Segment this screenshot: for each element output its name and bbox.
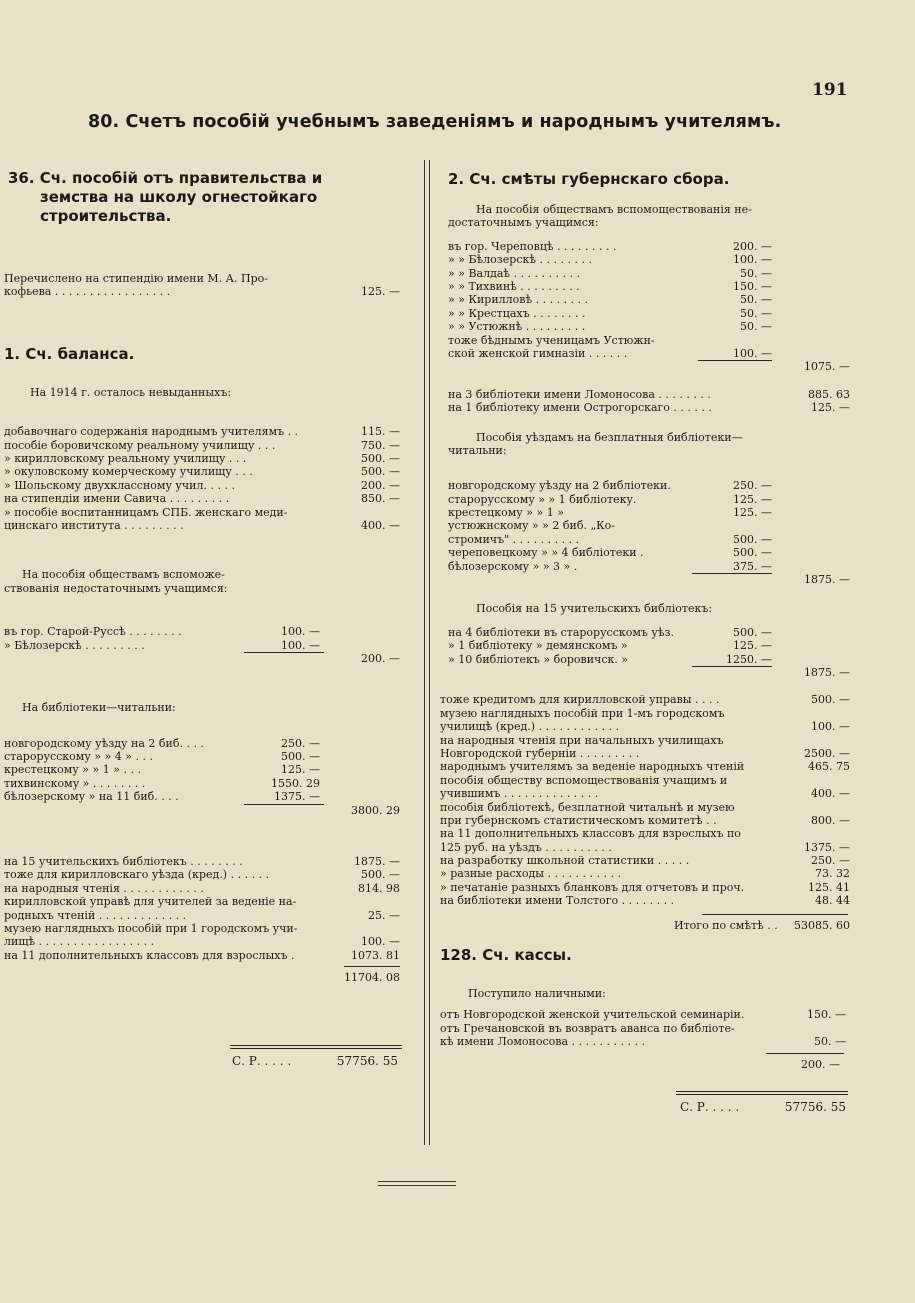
line-text: » пособіе воспитанницамъ СПБ. женскаго меди- [4, 505, 288, 519]
page-title: 80. Счетъ пособій учебнымъ заведеніямъ и народнымъ учителямъ. [88, 112, 782, 132]
line-total: 885. 63 [808, 387, 850, 401]
ledger-line [440, 666, 850, 679]
line-amount: 1550. 29 [271, 776, 320, 790]
line-amount: 814. 98 [358, 881, 400, 895]
line-text: училищѣ (кред.) . . . . . . . . . . . . [440, 720, 619, 734]
ledger-line [0, 790, 418, 803]
line-amount: 50. — [740, 266, 772, 280]
line-text: на народныя чтенія при начальныхъ училищахъ [440, 733, 724, 747]
line-text: » кирилловскому реальному училищу . . . [4, 451, 247, 465]
line-amount: 115. — [361, 425, 400, 439]
ledger-line [440, 546, 850, 559]
left-heading-balance: 1. Сч. баланса. [4, 344, 135, 363]
line-text: ской женской гимназіи . . . . . . [448, 346, 628, 360]
line-amount: 100. — [733, 346, 772, 360]
line-text: при губернскомъ статистическомъ комитетѣ . . [440, 813, 717, 827]
ledger-line [440, 734, 850, 747]
line-amount: 200. — [733, 239, 772, 253]
ledger-line [440, 720, 850, 733]
line-text: » 1 библіотеку » демянскомъ » [448, 639, 628, 653]
left-subtotal: 11704. 08 [344, 971, 400, 985]
ledger-line [440, 240, 850, 253]
ledger-line [440, 388, 850, 401]
left-libraries-intro: На библіотеки—читальни: [22, 701, 176, 715]
ledger-line [440, 653, 850, 666]
ledger-line [440, 347, 850, 360]
ledger-line [440, 506, 850, 519]
line-total: 1875. — [804, 666, 850, 680]
left-libraries-list [0, 737, 418, 817]
left-heading-school-construction: 36. Сч. пособій отъ правительства и земства на школу огнестойкаго строительства. [8, 169, 323, 225]
line-amount: 125. — [733, 639, 772, 653]
ledger-line [440, 320, 850, 333]
right-heading-gubernia-budget: 2. Сч. смѣты губернскаго сбора. [448, 170, 730, 188]
ledger-line [0, 639, 418, 652]
line-text: старорусскому » » 4 » . . . [4, 750, 153, 764]
line-text: на 3 библіотеки имени Ломоносова . . . . . . . . [448, 387, 711, 401]
ledger-line [440, 894, 850, 907]
line-total: 150. — [807, 1008, 846, 1022]
line-amount: 500. — [361, 868, 400, 882]
line-text: отъ Новгородской женской учительской семинаріи. [440, 1008, 745, 1022]
line-text: учившимъ . . . . . . . . . . . . . . [440, 787, 599, 801]
line-text: народнымъ учителямъ за веденіе народныхъ чтеній [440, 760, 745, 774]
line-amount: 750. — [361, 438, 400, 452]
ledger-line [440, 1008, 850, 1021]
line-text: » » Устюжнѣ . . . . . . . . . [448, 320, 586, 334]
ledger-line [440, 1022, 850, 1035]
line-text: на разработку школьной статистики . . . . . [440, 854, 690, 868]
line-total: 50. — [814, 1035, 846, 1049]
right-uezd-libraries-intro: Пособія уѣздамъ на безплатныя библіотеки— читальни: [448, 430, 743, 457]
ledger-line [440, 867, 850, 880]
line-text: » Бѣлозерскѣ . . . . . . . . . [4, 638, 145, 652]
ledger-line [440, 401, 850, 414]
right-column [440, 170, 850, 1114]
line-text: пособія библіотекѣ, безплатной читальнѣ и музею [440, 800, 735, 814]
right-teacher-libraries-intro: Пособія на 15 учительскихъ библіотекъ: [476, 602, 713, 616]
ledger-line [0, 625, 418, 638]
line-text: старорусскому » » 1 библіотеку. [448, 492, 637, 506]
right-lomonosov-list [440, 388, 850, 415]
line-text: Перечислено на стипендію имени М. А. Про- [4, 272, 268, 285]
line-text: » 10 библіотекъ » боровичск. » [448, 652, 629, 666]
line-text: отъ Гречановской въ возвратъ аванса по библіоте- [440, 1021, 735, 1035]
ledger-line [440, 519, 850, 532]
line-amount: 125. — [361, 285, 400, 299]
ledger-line [0, 804, 418, 817]
ledger-line [0, 868, 418, 881]
line-text: » печатаніе разныхъ бланковъ для отчетовъ и проч. [440, 880, 745, 894]
left-societies-intro: На пособія обществамъ вспоможе- ствованія недостаточнымъ учащимся: [4, 568, 228, 595]
ledger-line [440, 747, 850, 760]
ledger-line [0, 750, 418, 763]
left-other-list [0, 855, 418, 962]
line-total: 1375. — [804, 840, 850, 854]
line-amount: 500. — [361, 465, 400, 479]
right-itogo-row: Итого по смѣтѣ . . 53085. 60 [674, 918, 850, 932]
ledger-line [0, 949, 418, 962]
ledger-line [440, 841, 850, 854]
line-text: родныхъ чтеній . . . . . . . . . . . . . [4, 908, 187, 922]
footer-rule [378, 1181, 456, 1186]
line-total: 1875. — [804, 573, 850, 587]
ledger-line [440, 560, 850, 573]
ledger-line [440, 293, 850, 306]
line-text: на 11 дополнительныхъ классовъ для взрослыхъ . [4, 948, 295, 962]
line-amount: 125. — [733, 492, 772, 506]
ledger-line [0, 737, 418, 750]
line-amount: 850. — [361, 492, 400, 506]
right-kassa-intro: Поступило наличными: [468, 987, 606, 1001]
line-text: » » Крестцахъ . . . . . . . . [448, 306, 586, 320]
line-amount: 500. — [361, 451, 400, 465]
line-total: 1075. — [804, 360, 850, 374]
ledger-line [440, 267, 850, 280]
ledger-line [0, 922, 418, 935]
right-societies-list [440, 240, 850, 374]
ledger-line [440, 801, 850, 814]
ledger-line [0, 652, 418, 665]
left-stipend-list [0, 272, 418, 299]
line-text: на народныя чтенія . . . . . . . . . . . . [4, 881, 204, 895]
line-text: тихвинскому » . . . . . . . . [4, 776, 146, 790]
line-text: » разные расходы . . . . . . . . . . . [440, 867, 621, 881]
line-amount: 25. — [368, 908, 400, 922]
line-text: » Шольскому двухклассному учил. . . . . [4, 478, 235, 492]
line-amount: 100. — [281, 638, 320, 652]
line-text: кофьева . . . . . . . . . . . . . . . . . [4, 285, 171, 299]
line-amount: 50. — [740, 306, 772, 320]
line-text: въ гор. Старой-Руссѣ . . . . . . . . [4, 625, 182, 639]
line-amount: 100. — [733, 253, 772, 267]
line-text: на 11 дополнительныхъ классовъ для взрослыхъ по [440, 827, 741, 841]
line-text: на стипендіи имени Савича . . . . . . . . . [4, 492, 230, 506]
ledger-line [440, 693, 850, 706]
left-societies-list [0, 625, 418, 665]
line-total: 465. 75 [808, 760, 850, 774]
ledger-line [440, 253, 850, 266]
ledger-line [0, 777, 418, 790]
line-text: крестецкому » » 1 » . . . [4, 763, 141, 777]
ledger-line [0, 492, 418, 505]
line-amount: 1073. 81 [351, 948, 400, 962]
subtotal-rule [244, 652, 324, 653]
left-column [0, 165, 418, 1068]
line-total: 48. 44 [815, 894, 850, 908]
left-balance-intro: На 1914 г. осталось невыданныхъ: [30, 385, 232, 399]
left-cr-total-row: С. Р. . . . . 57756. 55 [232, 1054, 398, 1068]
line-text: музею наглядныхъ пособій при 1-мъ городскомъ [440, 706, 725, 720]
line-total: 2500. — [804, 746, 850, 760]
line-amount: 50. — [740, 293, 772, 307]
line-total: 125. — [811, 401, 850, 415]
right-kassa-list [440, 1008, 850, 1048]
line-amount: 125. — [281, 763, 320, 777]
line-text: устюжнскому » » 2 биб. „Ко- [448, 519, 615, 533]
line-text: 125 руб. на уѣздъ . . . . . . . . . . [440, 840, 612, 854]
right-kassa-total: 200. — [801, 1057, 840, 1071]
line-text: цинскаго института . . . . . . . . . [4, 518, 184, 532]
line-amount: 1375. — [274, 790, 320, 804]
line-text: бѣлозерскому » » 3 » . [448, 559, 578, 573]
ledger-line [440, 307, 850, 320]
line-text: на 1 библіотеку имени Острогорскаго . . . . . . [448, 401, 712, 415]
ledger-line [440, 573, 850, 586]
ledger-line [440, 280, 850, 293]
ledger-line [0, 882, 418, 895]
ledger-line [440, 774, 850, 787]
ledger-line [440, 827, 850, 840]
ledger-line [0, 909, 418, 922]
right-heading-kassa: 128. Сч. кассы. [440, 946, 572, 965]
line-amount: 500. — [733, 546, 772, 560]
ledger-line [440, 626, 850, 639]
right-societies-intro: На пособія обществамъ вспомоществованія не- достаточнымъ учащимся: [448, 203, 752, 230]
left-balance-list [0, 425, 418, 532]
line-text: добавочнаго содержанія народнымъ учителямъ . . [4, 425, 299, 439]
line-text: Новгородской губерніи . . . . . . . . . [440, 746, 640, 760]
ledger-line [440, 854, 850, 867]
line-text: стромичъ" . . . . . . . . . . [448, 532, 580, 546]
line-text: пособія обществу вспомоществованія учащимъ и [440, 773, 728, 787]
line-amount: 100. — [281, 625, 320, 639]
ledger-line [440, 334, 850, 347]
line-text: » окуловскому комерческому училищу . . . [4, 465, 253, 479]
ledger-line [0, 519, 418, 532]
line-amount: 1875. — [354, 855, 400, 869]
line-amount: 250. — [733, 479, 772, 493]
ledger-line [440, 881, 850, 894]
ledger-line [440, 760, 850, 773]
line-amount: 50. — [740, 320, 772, 334]
line-text: пособіе боровичскому реальному училищу . . . [4, 438, 276, 452]
line-text: » » Кирилловѣ . . . . . . . . [448, 293, 589, 307]
line-text: на библіотеки имени Толстого . . . . . . . . [440, 894, 675, 908]
line-text: » » Тихвинѣ . . . . . . . . . [448, 279, 580, 293]
line-amount: 375. — [733, 559, 772, 573]
line-text: на 15 учительскихъ библіотекъ . . . . . . . . [4, 855, 243, 869]
right-teacher-libraries-list [440, 626, 850, 680]
ledger-line [440, 814, 850, 827]
line-amount: 125. — [733, 506, 772, 520]
line-text: лищѣ . . . . . . . . . . . . . . . . . [4, 935, 155, 949]
line-text: череповецкому » » 4 библіотеки . [448, 546, 644, 560]
ledger-line [440, 1035, 850, 1048]
line-total: 500. — [811, 693, 850, 707]
line-total: 800. — [811, 813, 850, 827]
right-uezd-libraries-list [440, 479, 850, 586]
line-text: новгородскому уѣзду на 2 библіотеки. [448, 479, 671, 493]
line-text: въ гор. Череповцѣ . . . . . . . . . [448, 239, 617, 253]
subtotal-rule [692, 573, 772, 574]
ledger-line [440, 479, 850, 492]
line-text: » » Бѣлозерскѣ . . . . . . . . [448, 253, 592, 267]
ledger-line [0, 479, 418, 492]
line-amount: 150. — [733, 279, 772, 293]
ledger-line [440, 493, 850, 506]
subtotal-rule [244, 804, 324, 805]
line-amount: 500. — [281, 750, 320, 764]
line-total: 3800. 29 [351, 803, 400, 817]
ledger-line [0, 439, 418, 452]
right-other-expenses-list [440, 693, 850, 907]
ledger-line [440, 707, 850, 720]
ledger-line [0, 855, 418, 868]
ledger-line [0, 895, 418, 908]
line-total: 73. 32 [815, 867, 850, 881]
line-total: 400. — [811, 787, 850, 801]
line-amount: 500. — [733, 625, 772, 639]
line-text: крестецкому » » 1 » [448, 506, 564, 520]
line-total: 125. 41 [808, 880, 850, 894]
ledger-line [0, 425, 418, 438]
line-text: кирилловской управѣ для учителей за веденіе на- [4, 895, 297, 909]
line-text: на 4 библіотеки въ старорусскомъ уѣз. [448, 625, 675, 639]
line-amount: 100. — [361, 935, 400, 949]
ledger-line [0, 763, 418, 776]
right-cr-total-row: С. Р. . . . . 57756. 55 [680, 1101, 846, 1115]
line-text: тоже бѣднымъ ученицамъ Устюжн- [448, 333, 655, 347]
line-amount: 500. — [733, 532, 772, 546]
line-text: новгородскому уѣзду на 2 биб. . . . [4, 736, 204, 750]
line-text: тоже для кирилловскаго уѣзда (кред.) . . . . . . [4, 868, 270, 882]
line-total: 100. — [811, 720, 850, 734]
subtotal-rule [698, 360, 772, 361]
ledger-line [440, 533, 850, 546]
page-number: 191 [812, 80, 848, 100]
subtotal-rule [692, 666, 772, 667]
ledger-line [0, 285, 418, 298]
ledger-line [0, 465, 418, 478]
line-text: кѣ имени Ломоносова . . . . . . . . . . . [440, 1035, 645, 1049]
ledger-line [0, 272, 418, 285]
ledger-line [0, 452, 418, 465]
ledger-line [0, 506, 418, 519]
ledger-line [440, 360, 850, 373]
line-text: тоже кредитомъ для кирилловской управы . . . . [440, 693, 720, 707]
line-amount: 200. — [361, 478, 400, 492]
line-text: бѣлозерскому » на 11 биб. . . . [4, 790, 179, 804]
line-total: 200. — [361, 651, 400, 665]
line-amount: 400. — [361, 518, 400, 532]
column-divider [424, 160, 430, 1145]
line-amount: 1250. — [726, 652, 772, 666]
line-text: » » Валдаѣ . . . . . . . . . . [448, 266, 580, 280]
ledger-line [0, 935, 418, 948]
ledger-line [440, 639, 850, 652]
ledger-line [440, 787, 850, 800]
line-total: 250. — [811, 854, 850, 868]
line-amount: 250. — [281, 736, 320, 750]
line-text: музею наглядныхъ пособій при 1 городскомъ учи- [4, 922, 298, 935]
